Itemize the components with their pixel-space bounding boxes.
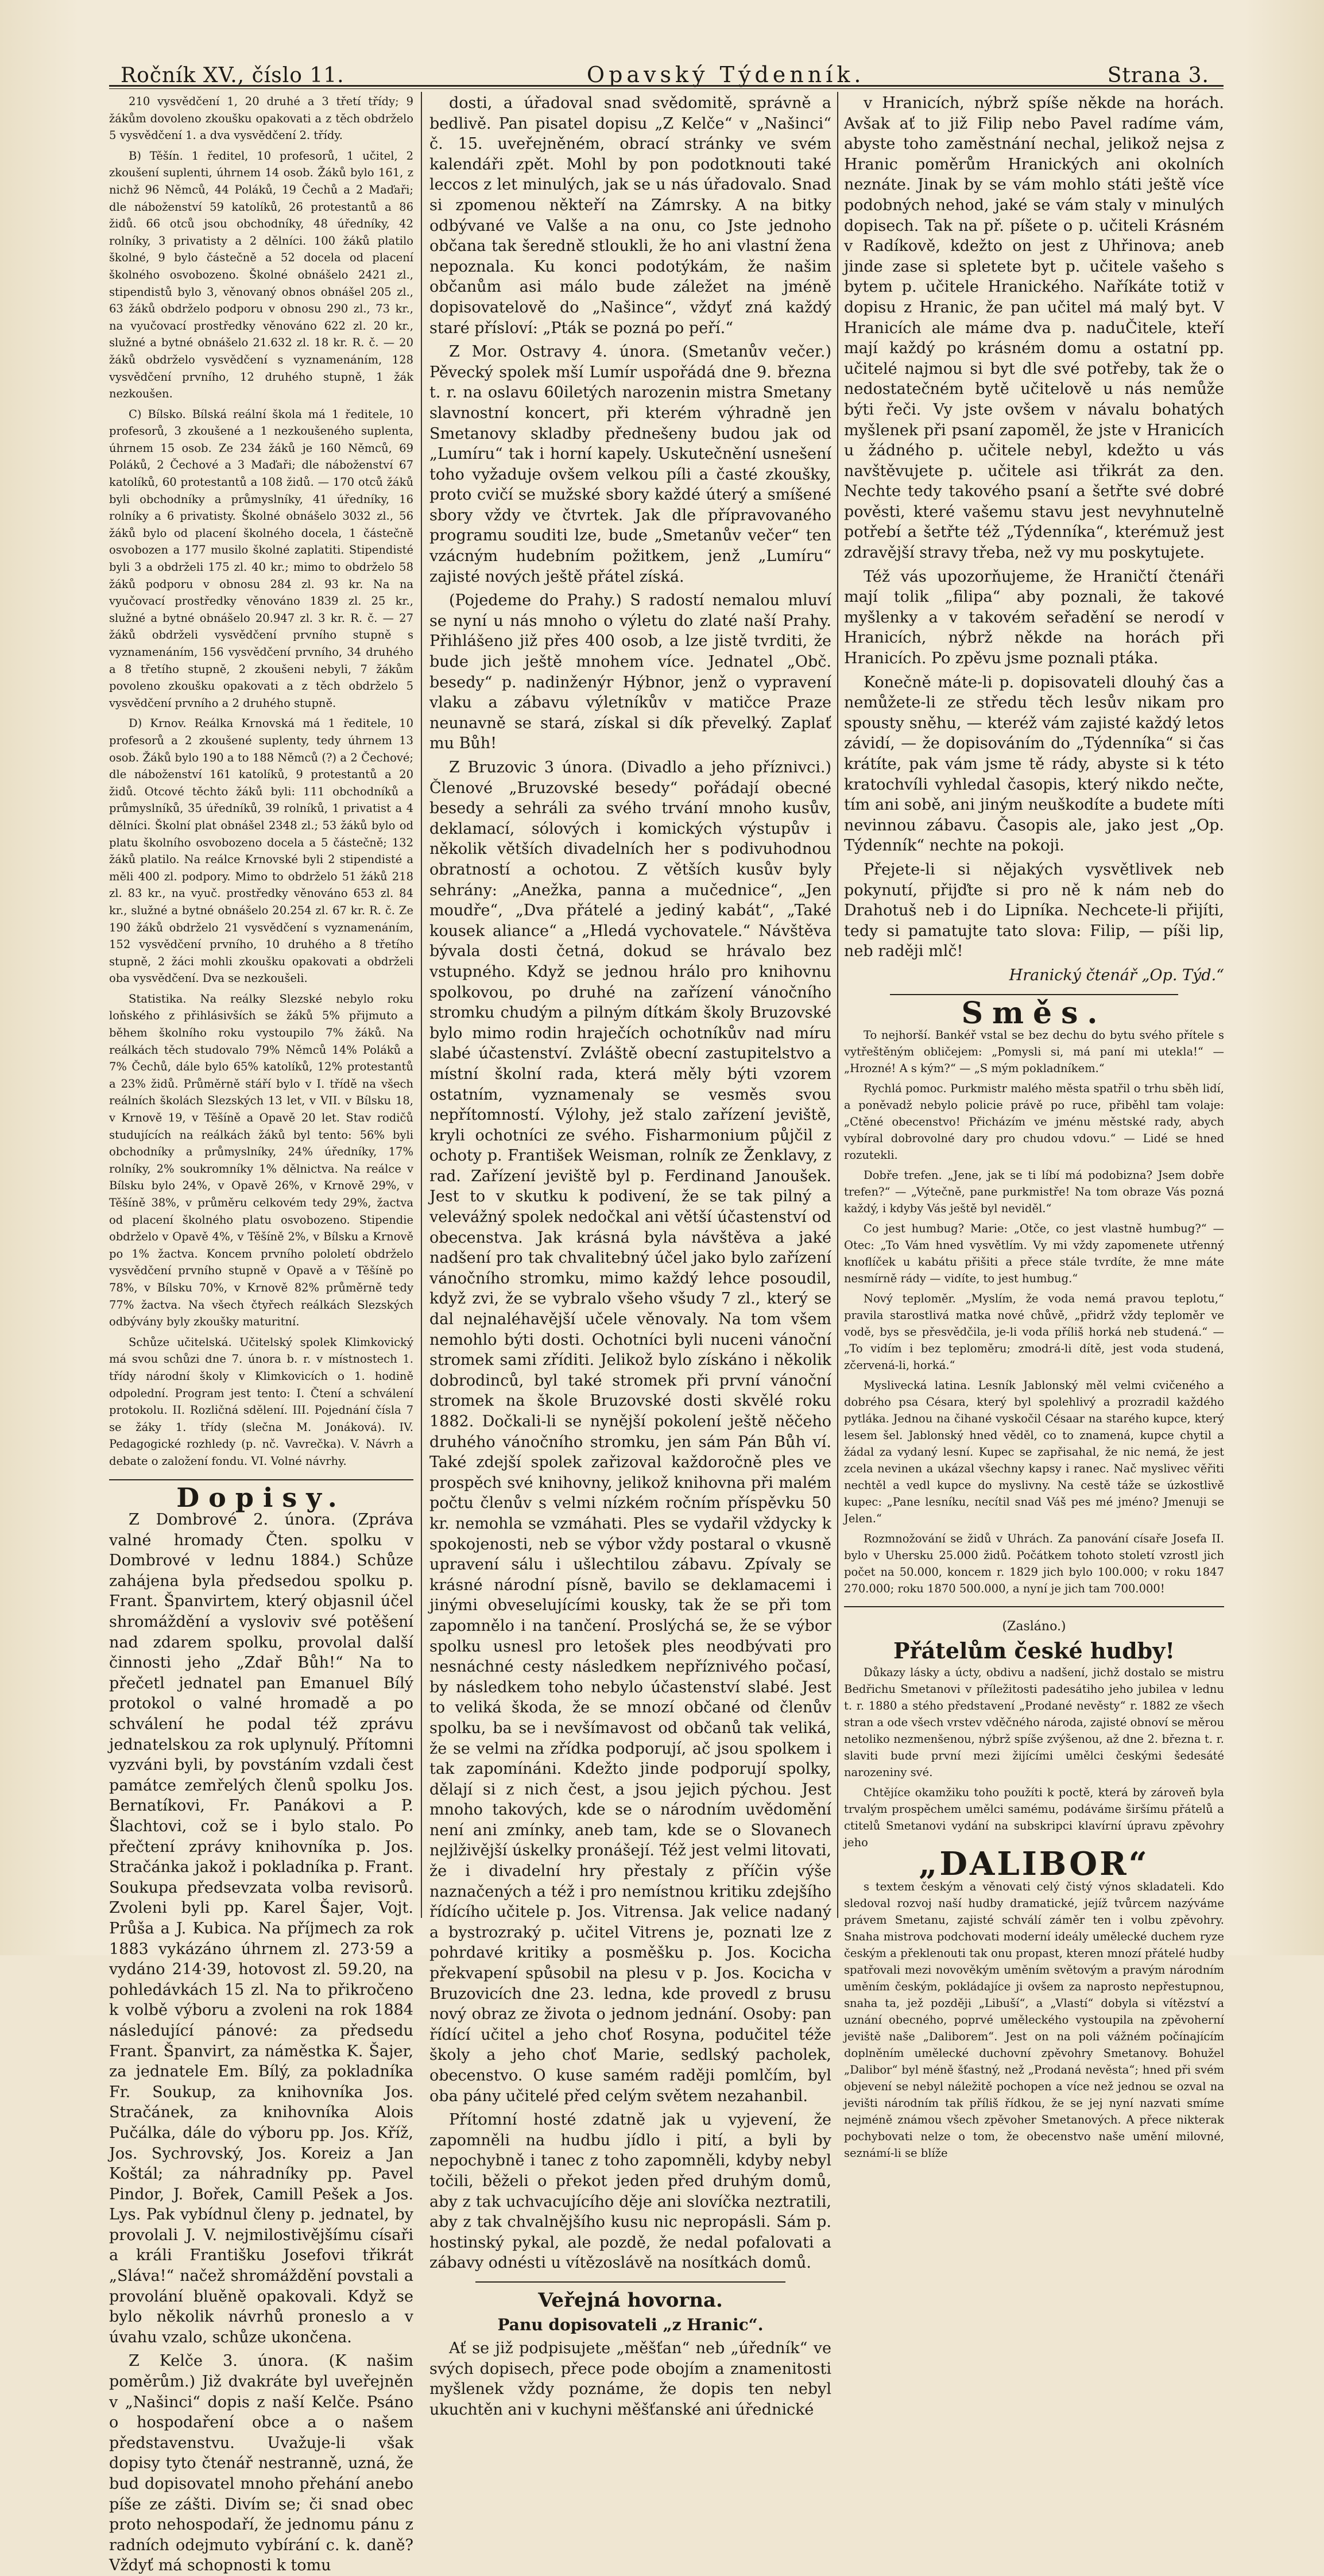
dalibor-title: „DALIBOR“ (919, 1845, 1149, 1883)
dalibor-block (844, 1878, 1224, 2161)
column-2 (429, 93, 831, 2419)
smes-block (844, 1027, 1224, 1597)
paragraph: Přejete-li si nějakých vysvětlivek neb pokynutí, přijďte si pro ně k nám neb do Drahotuš neb i do Lipníka. Nechcete-li přijíti, tedy si pamatujte tato slova: Filip, — píši lip, neb raději mlč! (844, 860, 1224, 961)
zaslano-label: (Zasláno.) (1002, 1619, 1066, 1634)
section-title-hovorna: Veřejná hovorna. (538, 2288, 723, 2312)
pratelum-text: Chtějíce okamžiku toho použíti k poctě, která by zároveň byla trvalým prospěchem umělci samému, podáváme širšímu přátelů a ctitelů Smetanovi vydání na subskripci klavírní úpravu zpěvohry jeho (844, 1786, 1224, 1850)
column-1 (109, 93, 413, 2575)
section-rule (844, 1606, 1224, 1607)
paragraph: Též vás upozorňujeme, že Hraničtí čtenáři mají tolik „filipa“ aby poznali, že takové myšlenky a v takovém seřadění se nerodí v Hranicích, nýbrž někde na horách při Hranicích. Po zpěvu jsme poznali ptáka. (844, 567, 1224, 668)
column-3 (844, 93, 1224, 2160)
article-bruzovice: Z Bruzovic 3 února. (Divadlo a jeho příznivci.) Členové „Bruzovské besedy“ pořádají obecné besedy a sehráli za svého trvání mnoho kusův, deklamací, sólových i komických výstupův i několik větších divadelních her s podivuhodnou obratností a ochotou. Z větších kusův byly sehrány: „Anežka, panna a mučednice“, „Jen moudře“, „Dva přátelé a jediný kabát“, „Také kousek aliance“ a „Hledá vychovatele.“ Návštěva bývala dosti četná, dokud se hrávalo bez vstupného. Když se jednou hrálo pro knihovnu spolkovou, po druhé na zařízení vánočního stromku chudým a pilným dítkám školy Bruzovské bylo mimo rodin hraječích ochotníkův nad míru slabé účastenství. Zvláště obecní zastupitelstvo a místní školní rada, která měly býti vzorem ostatním, vyznamenaly se vesměs svou nepřítomností. Výlohy, jež stalo zařízení jeviště, kryli ochotníci ze svého. Fisharmonium půjčil z ochoty p. František Weisman, rolník ze Ženklavy, z rad. Zařízení jeviště byl p. Ferdinand Janoušek. Jest to v skutku k podivení, že se tak pilný a velevážný spolek nedočkal ani větší účastenství od obecenstva. Jak krásná byla návštěva a jaké nadšení pro tak chvalitebný účel jako bylo zařízení vánočního stromku, mimo každý lehce posoudil, když zvi, že se vybralo všeho všudy 7 zl., který se dal nejnaléhavější učele věnovaly. Na tom všem nemohlo býti dosti. Ochotníci byli nuceni vánoční stromek sami zříditi. Jelikož bylo získáno i několik dobrodinců, byl také stromek při první vánoční stromek na škole Bruzovské dosti skvělé roku 1882. Dočkali-li se nynější pokolení ještě něčeho druhého vánočního stromku, jen sám Pán Bůh ví. Také zdejší spolek zařizoval každoročně ples ve prospěch své knihovny, jelikož knihovna při malém počtu členův s velmi nízkém ročním příspěvku 50 kr. nemohla se vzmáhati. Ples se vydařil vždycky k spokojenosti, neb se výbor vždy postaral o vkusně upravení sálu i ušlechtilou zábavu. Zpívaly se krásné národní písně, bavilo se deklamacemi i jinými obveselujícími kousky, tak že se při tom zapomnělo i na tančení. Proslýchá se, že se výbor spolku usnesl pro letošek ples neodbývati pro nesnáchné cesty následkem nepříznivého počasí, by následkem toho nebylo účastenství slabé. Jest to veliká škoda, že se mnozí občané od členův spolku, ba se i nevšímavost od občanů tak veliká, že se velmi na zřídka podporují, ač jsou spolkem i tak zapomínáni. Kdežto jinde podporují spolky, dělají si z nich čest, a jsou jejich pýchou. Jest mnoho takových, kde se o národním uvědomění není ani zmínky, aneb tam, kde se o Slovanech nejlživější úskelky pronášejí. Též jest velmi litovati, že i divadelní hry přestaly z příčin výše naznačených a též i pro nemístnou kritiku zdejšího řídícího učitele p. Jos. Vitrensa. Jak velice nadaný a bystrozraký p. učitel Vitrens je, poznati lze z pohrdavé kritiky a posměšku p. Jos. Kocicha překvapení spůsobil na plesu v p. Jos. Kocicha v Bruzovicích dne 23. ledna, kde provedl z brusu nový obraz ze života o jednom jednání. Osoby: pan řídící učitel a jeho choť Rosyna, podučitel téže školy a jeho choť Marie, sedlský pacholek, obecenstvo. O kuse samém raději pomlčím, byl oba pány učitelé před celým světem nezahanbil. (429, 759, 831, 2105)
header-rule-thin (109, 88, 1224, 89)
section-title-dopisy: Dopisy. (176, 1482, 346, 1513)
smes-item: Co jest humbug? Marie: „Otče, co jest vlastně humbug?“ — Otec: „To Vám hned vysvětlím. Vy mi vždy zapomenete utřenný knoflíček u kabátu přišiti a přece stále tvrdíte, že mne máte nesmírně rády — vidíte, to jest humbug.“ (844, 1222, 1224, 1286)
article-ostrava: Z Mor. Ostravy 4. února. (Smetanův večer.) Pěvecký spolek mší Lumír uspořádá dne 9. března t. r. na oslavu 60iletých narozenin mistra Smetany slavnostní koncert, při kterém výhradně jen Smetanovy skladby přednešeny budou jak od „Lumíru“ tak i horní kapely. Uskutečnění usnešení toho vyžaduje ovšem velkou píli a časté zkoušky, proto cvičí se mužské sbory každé úterý a smíšené sbory vždy ve čtvrtek. Jak dle přípravovaného programu souditi lze, bude „Smetanův večer“ ten vzácným hudebním požitkem, jenž „Lumíru“ zajisté nových ještě přátel získá. (429, 343, 831, 586)
section-rule (475, 2281, 785, 2283)
section-title-smes: Směs. (961, 995, 1107, 1031)
article-kelc: Z Kelče 3. února. (K našim poměrům.) Již dvakráte byl uveřejněn v „Našinci“ dopis z naší Kelče. Psáno o hospodaření obce a o našem představenstvu. Uvažuje-li však dopisy tyto čtenář nestranně, uzná, že bud dopisovatel mnoho přehání anebo píše ze zášti. Divím se; či snad obec proto nehospodaří, že jednomu pánu z radních odejmuto vybírání c. k. daně? Vždyť má schopnosti k tomu (109, 2352, 413, 2575)
header-rule (109, 85, 1224, 87)
paragraph: D) Krnov. Reálka Krnovská má 1 ředitele, 10 profesorů a 2 zkoušené suplenty, tedy úhrnem 13 osob. Žáků bylo 190 a to 188 Němců (?) a 2 Čechové; dle náboženství 161 katolíků, 9 protestantů a 20 židů. Otcové těchto žáků byli: 111 obchodníků a průmyslníků, 35 úředníků, 39 rolníků, 1 privatist a 4 dělníci. Školní plat obnášel 2348 zl.; 53 žáků bylo od platu školního osvobozeno docela a 5 částečně; 132 žáků platilo. Na reálce Krnovské byli 2 stipendisté a měli 400 zl. podpory. Mimo to obdrželo 51 žáků 218 zl. 83 kr., na vyuč. prostředky věnováno 653 zl. 84 kr., služné a bytné obnášelo 20.254 zl. 67 kr. R. č. Ze 190 žáků obdrželo 21 vysvědčení s vyznamenáním, 152 vysvědčení prvního, 10 druhého a 8 třetího stupně, 2 žáci mohli zkoušku opakovati a obdrželi oba vysvědčení. Dva se nezkoušeli. (109, 717, 413, 985)
article-dombrova: Z Dombrové 2. února. (Zpráva valné hromady Čten. spolku v Dombrové v lednu 1884.) Schůze zahájena byla předsedou spolku p. Frant. Španvirtem, který objasnil účel shromáždění a vysloviv své potěšení nad zdarem spolku, provolal další činnosti jeho „Zdař Bůh!“ Na to přečetl jednatel pan Emanuel Bílý protokol o valné hromadě a po schválení he podal též zprávu jednatelskou za rok uplynulý. Přítomni vyzváni byli, by povstáním vzdali čest památce zemřelých členů spolku Jos. Bernatíkovi, Fr. Panákovi a P. Šlachtovi, což se i bylo stalo. Po přečtení zprávy knihovníka p. Jos. Stračánka jakož i pokladníka p. Frant. Soukupa předsevzata volba revisorů. Zvoleni byli pp. Karel Šajer, Vojt. Průša a J. Kubica. Na příjmech za rok 1883 vykázáno úhrnem zl. 273·59 a vydáno 214·39, hotovost zl. 59.20, na pohledávkách 15 zl. Na to přikročeno k volbě výboru a zvoleni na rok 1884 následující pánové: za předsedu Frant. Španvirt, za náměstka K. Šajer, za jednatele Em. Bílý, za pokladníka Fr. Soukup, za knihovníka Jos. Stračánek, za knihovníka Alois Pučálka, dále do výboru pp. Jos. Kříž, Jos. Sychrovský, Jos. Koreiz a Jan Koštál; za náhradníky pp. Pavel Pindor, J. Bořek, Camill Pešek a Jos. Lys. Pak vybídnul členy p. jednatel, by provolali J. V. nejmilostivějšímu císaři a králi Františku Josefovi třikrát „Sláva!“ načež shromáždění povstali a provolání bluěně opakovali. Když se bylo několik návrhů proneslo a v úvahu vzalo, schůze ukončena. (109, 1511, 413, 2346)
signature: Hranický čtenář „Op. Týd.“ (1009, 966, 1224, 984)
dalibor-text: s textem českým a věnovati celý čistý výnos skladateli. Kdo sledoval rozvoj naší hudby dramatické, jejíž tvůrcem nazýváme právem Smetanu, zajisté schválí záměr ten i volbu zpěvohry. Snaha mistrova podchovati moderní ideály umělecké duchem ryze českým a překlenouti tak onu propast, kteren mnozí přátelé hudby spatřovali mezi novověkým uměním světovým a pravým národním uměním českým, pokládajíce ji ovšem za naprosto nepřestupnou, snaha ta, jež později „Libuší“, a „Vlastí“ dobyla si vítězství a uznání obecného, poprvé uměleckého vystoupila na zpěvoherní jeviště naše „Daliborem“. Jest on na poli vážném počínajícím doplněním umělecké duchovní zpěvohry Smetanovy. Bohužel „Dalibor“ byl méně šťastný, než „Prodaná nevěsta“; hned při svém objevení se nebyl náležitě pochopen a více než jednou se ozval na jevišti národním tak příliš řídkou, že se jej nyní nazvati smíme nejméně známou všech zpěvoher Smetanových. A přece nikterak pochybovati nelze o tom, že obecenstvo naše umění milovné, seznámí-li se blíže (844, 1879, 1224, 2160)
paragraph: B) Těšín. 1 ředitel, 10 profesorů, 1 učitel, 2 zkoušení suplenti, úhrnem 14 osob. Žáků bylo 161, z nichž 96 Němců, 44 Poláků, 19 Čechů a 2 Maďaři; dle náboženství 59 katolíků, 26 protestantů a 86 židů. 66 otců jsou obchodníky, 48 úředníky, 42 rolníky, 3 privatisty a 2 dělníci. 100 žáků platilo školné, 9 bylo částečně a 52 docela od placení školného osvobozeno. Školné obnášelo 2421 zl., stipendistů bylo 3, věnovaný obnos obnášel 205 zl., 63 žáků obdrželo podporu v obnosu 290 zl., 73 kr., na vyučovací prostředky věnováno 622 zl. 20 kr., služné a bytné obnášelo 21.632 zl. 18 kr. R. č. — 20 žáků obdrželo vysvědčení s vyznamenáním, 128 vysvědčení prvního, 12 druhého stupně, 1 žák nezkoušen. (109, 149, 413, 401)
hovorna-text: Ať se již podpisujete „měšťan“ neb „úředník“ ve svých dopisech, přece pode obojím a znamenitosti myšlenek vždy poznáme, že dopis ten nebyl ukuchtěn ani v kuchyni měšťanské ani úřednické (429, 2339, 831, 2419)
pratelum-text: Důkazy lásky a úcty, obdivu a nadšení, jichž dostalo se mistru Bedřichu Smetanovi v příležitosti padesátiho jeho jubilea v lednu t. r. 1880 a stého představení „Prodané nevěsty“ r. 1882 ze všech stran a ode všech vrstev vděčného národa, zajisté obnoví se měrou netoliko nezmenšenou, nýbrž spíše zvýšenou, až dne 2. března t. r. slaviti bude první mezi žijícími umělci českými šedesáté narozeniny své. (844, 1666, 1224, 1780)
pratelum-block (844, 1664, 1224, 1851)
smes-item: Myslivecká latina. Lesník Jablonský měl velmi cvičeného a dobrého psa Césara, který byl spolehlivý a prozradil každého pytláka. Jednou na čihané vyskočil Césaar na starého kupce, který lesem šel. Jablonský hned věděl, co to znamená, kupce chytil a žádal za vydaný lesní. Kupec se zapřisahal, že nic nemá, že jest zcela nevinen a ukázal všechny kapsy i ranec. Nač myslivec věřiti nechtěl a vedl kupce do myslivny. Na cestě táže se úzkostlivě kupec: „Pane lesníku, necítil snad Váš pes mé jméno? Jmenuji se Jelen.“ (844, 1379, 1224, 1526)
smes-item: To nejhorší. Bankéř vstal se bez dechu do bytu svého přítele s vytřeštěným obličejem: „Pomysli si, má paní mi utekla!“ — „Hrozné! A s kým?“ — „S mým pokladníkem.“ (844, 1028, 1224, 1076)
section-rule (890, 994, 1178, 995)
column-divider-2 (837, 92, 838, 1918)
smes-item: Dobře trefen. „Jene, jak se ti líbí má podobizna? Jsem dobře trefen?“ — „Výtečně, pane purkmistře! Na tom obraze Vás pozná každý, i kdyby Vás ještě byl neviděl.“ (844, 1169, 1224, 1216)
section-title-pratelum: Přátelům české hudby! (893, 1637, 1175, 1664)
paragraph: Konečně máte-li p. dopisovateli dlouhý čas a nemůžete-li ze středu těch lesův nikam pro spousty sněhu, — kteréž vám zajisté každý letos závidí, — že dopisováním do „Týdenníka“ si čas krátíte, pak vám jsme tě rády, abyste si k této kratochvíli vyhledal časopis, který nikdo nečte, tím ani sobě, ani jiným neuškodíte a budete míti nevinnou zábavu. Časopis ale, jako jest „Op. Týdenník“ nechte na pokoji. (844, 673, 1224, 855)
issue-number: Ročník XV., číslo 11. (121, 64, 344, 87)
hovorna-subtitle: Panu dopisovateli „z Hranic“. (497, 2315, 764, 2334)
paragraph: 210 vysvědčení 1, 20 druhé a 3 třetí třídy; 9 žákům dovoleno zkoušku opakovati a z těch obdrželo 5 vysvědčení 1. a dva vysvědčení 2. třídy. (109, 95, 413, 142)
page-number: Strana 3. (1107, 64, 1209, 87)
masthead (121, 47, 1209, 87)
smes-item: Rozmnožování se židů v Uhrách. Za panování císaře Josefa II. bylo v Uhersku 25.000 židů. Počátkem tohoto století vzrostl jich počet na 50.000, koncem r. 1829 jich bylo 100.000; v roku 1847 270.000; roku 1870 500.000, a nyní je jich tam 700.000! (844, 1532, 1224, 1596)
paragraph: Přítomní hosté zdatně jak u vyjevení, že zapomněli na hudbu jídlo i pití, a byli by nepochybně i tanec z toho zapomněli, kdyby nebyl točili, běželi o překot jeden před druhým domů, aby z tak uchvacujícího děje ani slovíčka neztratili, aby z tak chvalnějšího kusu nic nepropásli. Sám p. hostinský pykal, ale pozdě, že nedal pofalovati a zábavy odnésti u vítězoslávě na nosítkách domů. (429, 2111, 831, 2272)
newspaper-title: Opavský Týdenník. (586, 62, 865, 87)
dopisy-block (109, 1510, 413, 2576)
paragraph: C) Bílsko. Bílská reální škola má 1 ředitele, 10 profesorů, 3 zkoušené a 1 nezkoušeného suplenta, úhrnem 15 osob. Ze 234 žáků je 160 Němců, 69 Poláků, 2 Čechové a 3 Maďaři; dle náboženství 67 katolíků, 60 protestantů a 108 židů. — 170 otců žáků byli obchodníky a průmyslníky, 41 úředníky, 16 rolníky a 6 privatisty. Školné obnášelo 3032 zl., 56 žáků bylo od placení školného docela, 1 částečně osvobozen a 177 musilo školné zaplatiti. Stipendisté byli 3 a obdrželi 175 zl. 40 kr.; mimo to obdrželo 58 žáků podporu v obnosu 284 zl. 93 kr. Na na vyučovací prostředky věnováno 1839 zl. 25 kr., služné a bytné obnášelo 20.947 zl. 3 kr. R. č. — 27 žáků obdrželi vysvědčení prvního stupně s vyznamenáním, 156 vysvědčení prvního, 34 druhého a 8 třetího stupně, 2 zkoušeni nebyli, 7 žákům povoleno zkoušku opakovati a z těch obdrželo 5 vysvědčení prvního a 2 druhého stupně. (109, 407, 413, 710)
section-rule (109, 1479, 413, 1480)
paragraph: dosti, a úřadoval snad svědomitě, správně a bedlivě. Pan pisatel dopisu „Z Kelče“ v „Našinci“ č. 15. uveřejněném, obrací stránky ve svém kalendáři zpět. Mohl by pon podotknouti také leccos z let minulých, jak se u nás úřadovalo. Snad si zpomenou někteří na Zámrsky. A na bitky odbývané ve Valše a na onu, co Jste jednoho občana tak šeredně stloukli, že ho ani vlastní žena nepoznala. Ku konci podotýkám, že našim občanům asi málo bude záležet na jméně dopisovatelově do „Našince“, vždyť zná každý staré přísloví: „Pták se pozná po peří.“ (429, 94, 831, 337)
paragraph: v Hranicích, nýbrž spíše někde na horách. Avšak ať to již Filip nebo Pavel radíme vám, abyste toho zaměstnání nechal, jelikož nejsa z Hranic poměrům Hranických ani okolních neznáte. Jinak by se vám mohlo státi ještě více podobných nehod, jaké se vám staly v minulých dopisech. Tak na př. píšete o p. učiteli Krásném v Radíkově, kdežto on jest z Uhřinova; aneb jinde zase si spletete byt p. učitele vašeho s bytem p. učitele Hranického. Naříkáte totiž v dopisu z Hranic, že pan učitel má malý byt. V Hranicích ale máme dva p. naduČitele, kteří mají každý po krásném domu a ostatní pp. učitelé najmou si byt dle své potřeby, tak že o nedostatečném bytě učitelově u nás nemůže býti řeči. Vy jste ovšem v návalu bohatých myšlenek při psaní zapoměl, že jste v Hranicích u žádného p. učitele nebyl, kdežto u vás navštěvujete p. učitele asi třikrát za den. Nechte tedy takového psaní a šetřte své dobré pověsti, které vašemu stavu jest nevyhnutelně potřebí a šetřte též „Týdenníka“, kterémuž jest zdravější stravy třeba, než vy mu poskytujete. (844, 94, 1224, 562)
column-divider-1 (421, 92, 422, 1918)
paragraph: Statistika. Na reálky Slezské nebylo roku loňského z přihlásivších se žáků 5% přijmuto a během školního roku vystoupilo 7% žáků. Na reálkách těch studovalo 79% Němců 14% Poláků a 7% Čechů, dále bylo 65% katolíků, 12% protestantů a 23% židů. Průměrně stáří bylo v I. třídě na všech reálních školách Slezských 13 let, v VII. v Bílsku 18, v Krnově 19, v Těšíně a Opavě 20 let. Stav rodičů studujících na reálkách žáků byl tento: 56% byli obchodníky a průmyslníky, 24% úředníky, 17% rolníky, 2% soukromníky 1% dělnictva. Na reálce v Bílsku bylo 24%, v Opavě 26%, v Krnově 29%, v Těšíně 38%, v průměru celkovém tedy 29%, žactva od placení školného platu osvobozeno. Stipendie obdrželo v Opavě 4%, v Těšíně 2%, v Bílsku a Krnově po 1% žactva. Koncem prvního pololetí obdrželo vysvědčení prvního stupně v Opavě a v Těšíně po 78%, v Bílsku 70%, v Krnově 82% průměrně tedy 77% žactva. Na všech čtyřech reálkách Slezských odbývány byly zkoušky maturitní. (109, 992, 413, 1329)
smes-item: Nový teploměr. „Myslím, že voda nemá pravou teplotu,“ pravila starostlivá matka nové chůvě, „přidrž vždy teploměr ve vodě, bys se přesvědčila, je-li voda příliš horká neb studená.“ — „To vidím i bez teploměru; zmodrá-li dítě, jest voda studená, zčervená-li, horká.“ (844, 1292, 1224, 1372)
paragraph: Schůze učitelská. Učitelský spolek Klimkovický má svou schůzi dne 7. února b. r. v místnostech 1. třídy národní školy v Klimkovicích o 1. hodině odpolední. Program jest tento: I. Čtení a schválení protokolu. II. Rozličná sdělení. III. Pojednání čísla 7 se žáky 1. třídy (slečna M. Jonáková). IV. Pedagogické rozhledy (p. nč. Vavrečka). V. Návrh a debate o založení fondu. VI. Volné návrhy. (109, 1335, 413, 1468)
smes-item: Rychlá pomoc. Purkmistr malého města spatřil o trhu sběh lidí, a poněvadž nebylo policie právě po ruce, přiběhl tam volaje: „Ctěné obecenstvo! Přicházím ve jménu městské rady, abych vybíral dobrovolné dary pro chudou vdovu.“ — Lidé se hned rozutekli. (844, 1082, 1224, 1162)
article-praha: (Pojedeme do Prahy.) S radostí nemalou mluví se nyní u nás mnoho o výletu do zlaté naší Prahy. Přihlášeno již přes 400 osob, a lze jistě tvrditi, že bude jich ještě mnohem více. Jednatel „Obč. besedy“ p. nadinženýr Hýbnor, jenž o vypravení vlaku a zábavu výletníkův v matičce Praze neunavně se stará, získal si dík převelký. Zaplať mu Bůh! (429, 591, 831, 753)
